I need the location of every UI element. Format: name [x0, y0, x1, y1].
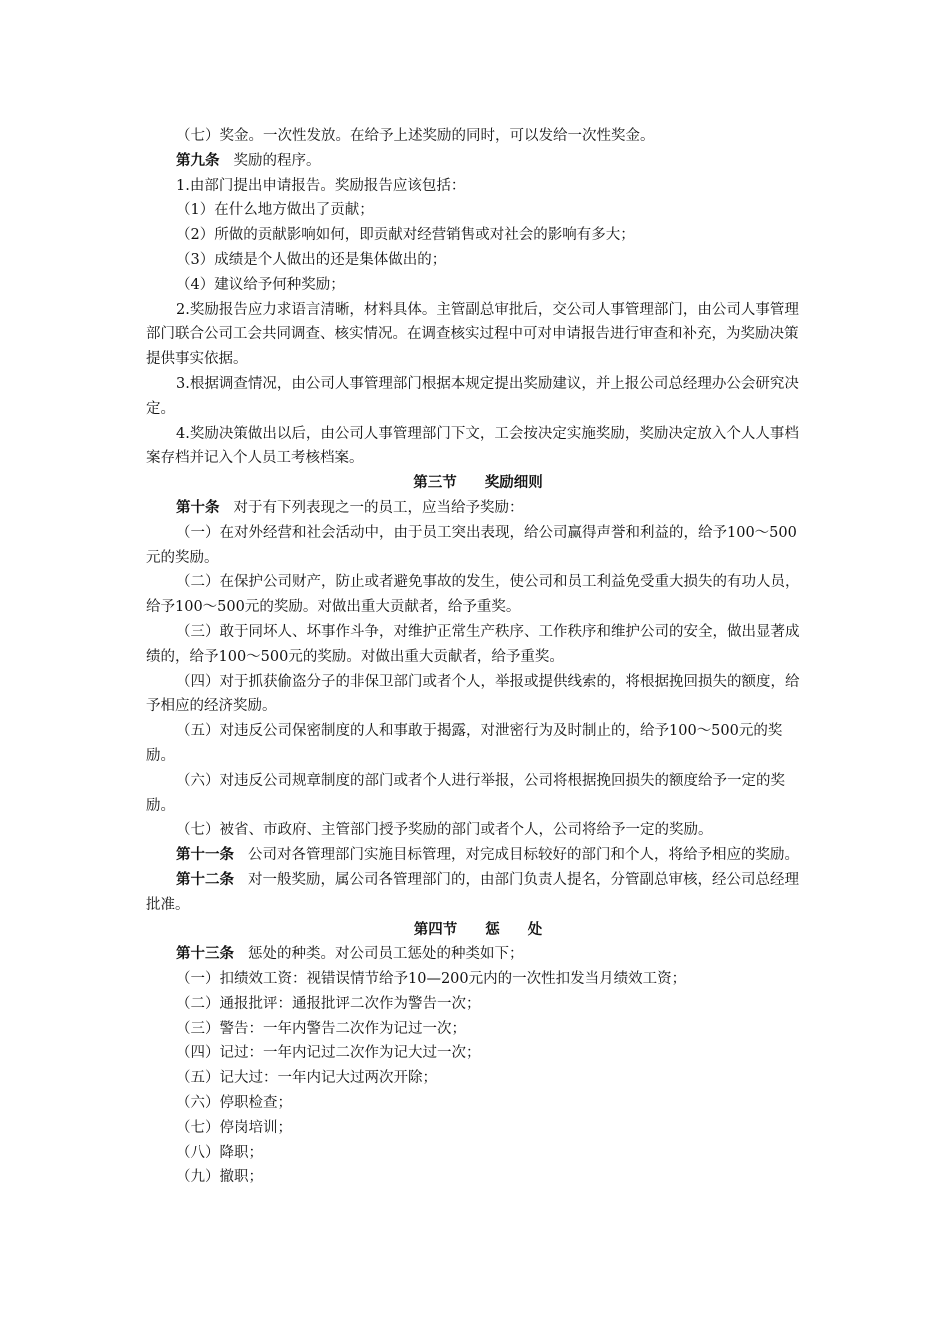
list-item: （五）记大过：一年内记大过两次开除； — [176, 1070, 437, 1087]
body-paragraph: （六）对违反公司规章制度的部门或者个人进行举报，公司将根据挽回损失的额度给予一定的奖励。 — [146, 772, 785, 814]
list-item: （4）建议给予何种奖励； — [176, 276, 345, 293]
article-paragraph — [146, 496, 810, 521]
section-heading-part: 奖励细则 — [484, 474, 543, 492]
section-heading — [146, 471, 810, 496]
list-item: （3）成绩是个人做出的还是集体做出的； — [176, 251, 447, 268]
body-paragraph: （二）在保护公司财产，防止或者避免事故的发生，使公司和员工利益免受重大损失的有功人员，给予100～500元的奖励。对做出重大贡献者，给予重奖。 — [146, 574, 800, 616]
article-paragraph — [146, 868, 810, 918]
list-item: （三）警告：一年内警告二次作为记过一次； — [176, 1020, 466, 1037]
body-paragraph: 2.奖励报告应力求语言清晰，材料具体。主管副总审批后，交公司人事管理部门，由公司人事管理部门联合公司工会共同调查、核实情况。在调查核实过程中可对申请报告进行审查和补充，为奖励决策提供事实依据。 — [146, 301, 799, 368]
article-label: 第十二条 — [176, 870, 234, 888]
list-item: （六）停职检查； — [176, 1095, 292, 1112]
body-paragraph: 1.由部门提出申请报告。奖励报告应该包括： — [176, 177, 466, 194]
article-text: 惩处的种类。对公司员工惩处的种类如下； — [248, 946, 524, 963]
article-paragraph — [146, 942, 810, 967]
body-paragraph: （三）敢于同坏人、坏事作斗争，对维护正常生产秩序、工作秩序和维护公司的安全，做出显著成绩的，给予100～500元的奖励。对做出重大贡献者，给予重奖。 — [146, 623, 800, 665]
article-paragraph — [146, 843, 810, 868]
list-item: （二）通报批评：通报批评二次作为警告一次； — [176, 995, 481, 1012]
article-text: 公司对各管理部门实施目标管理，对完成目标较好的部门和个人，将给予相应的奖励。 — [248, 847, 799, 864]
list-item: （四）记过：一年内记过二次作为记大过一次； — [176, 1045, 481, 1062]
article-label: 第十一条 — [176, 846, 234, 864]
list-item: （七）停岗培训； — [176, 1119, 292, 1136]
body-paragraph: （一）在对外经营和社会活动中，由于员工突出表现，给公司赢得声誉和利益的，给予100～500元的奖励。 — [146, 524, 797, 566]
list-item: （1）在什么地方做出了贡献； — [176, 202, 374, 219]
article-paragraph — [146, 149, 810, 174]
body-paragraph: （七）被省、市政府、主管部门授予奖励的部门或者个人，公司将给予一定的奖励。 — [176, 822, 713, 839]
article-text: 对于有下列表现之一的员工，应当给予奖励： — [233, 499, 524, 516]
section-heading-part: 第四节 — [413, 920, 458, 938]
article-label: 第十条 — [176, 498, 220, 516]
section-heading — [146, 918, 810, 943]
list-item: （九）撤职； — [176, 1169, 263, 1186]
article-label: 第九条 — [176, 151, 220, 169]
section-heading-part: 第三节 — [413, 474, 457, 492]
section-heading-part: 处 — [527, 920, 543, 938]
section-heading-part: 惩 — [485, 920, 500, 938]
body-paragraph: 4.奖励决策做出以后，由公司人事管理部门下文，工会按决定实施奖励，奖励决定放入个人人事档案存档并记入个人员工考核档案。 — [146, 425, 799, 467]
article-text: 奖励的程序。 — [233, 152, 321, 169]
list-item: （七）奖金。一次性发放。在给予上述奖励的同时，可以发给一次性奖金。 — [176, 128, 655, 144]
body-paragraph: 3.根据调查情况，由公司人事管理部门根据本规定提出奖励建议，并上报公司总经理办公会研究决定。 — [146, 375, 799, 417]
list-item: （一）扣绩效工资：视错误情节给予10—200元内的一次性扣发当月绩效工资； — [176, 971, 687, 988]
list-item: （2）所做的贡献影响如何，即贡献对经营销售或对社会的影响有多大； — [176, 227, 635, 244]
article-label: 第十三条 — [176, 945, 234, 963]
body-paragraph: （四）对于抓获偷盗分子的非保卫部门或者个人，举报或提供线索的，将根据挽回损失的额度，给予相应的经济奖励。 — [146, 673, 800, 715]
document-body — [146, 124, 810, 1190]
article-text: 对一般奖励，属公司各管理部门的，由部门负责人提名，分管副总审核，经公司总经理批准。 — [146, 871, 799, 913]
body-paragraph: （五）对违反公司保密制度的人和事敢于揭露，对泄密行为及时制止的，给予100～500元的奖励。 — [146, 723, 783, 764]
list-item: （八）降职； — [176, 1144, 263, 1161]
